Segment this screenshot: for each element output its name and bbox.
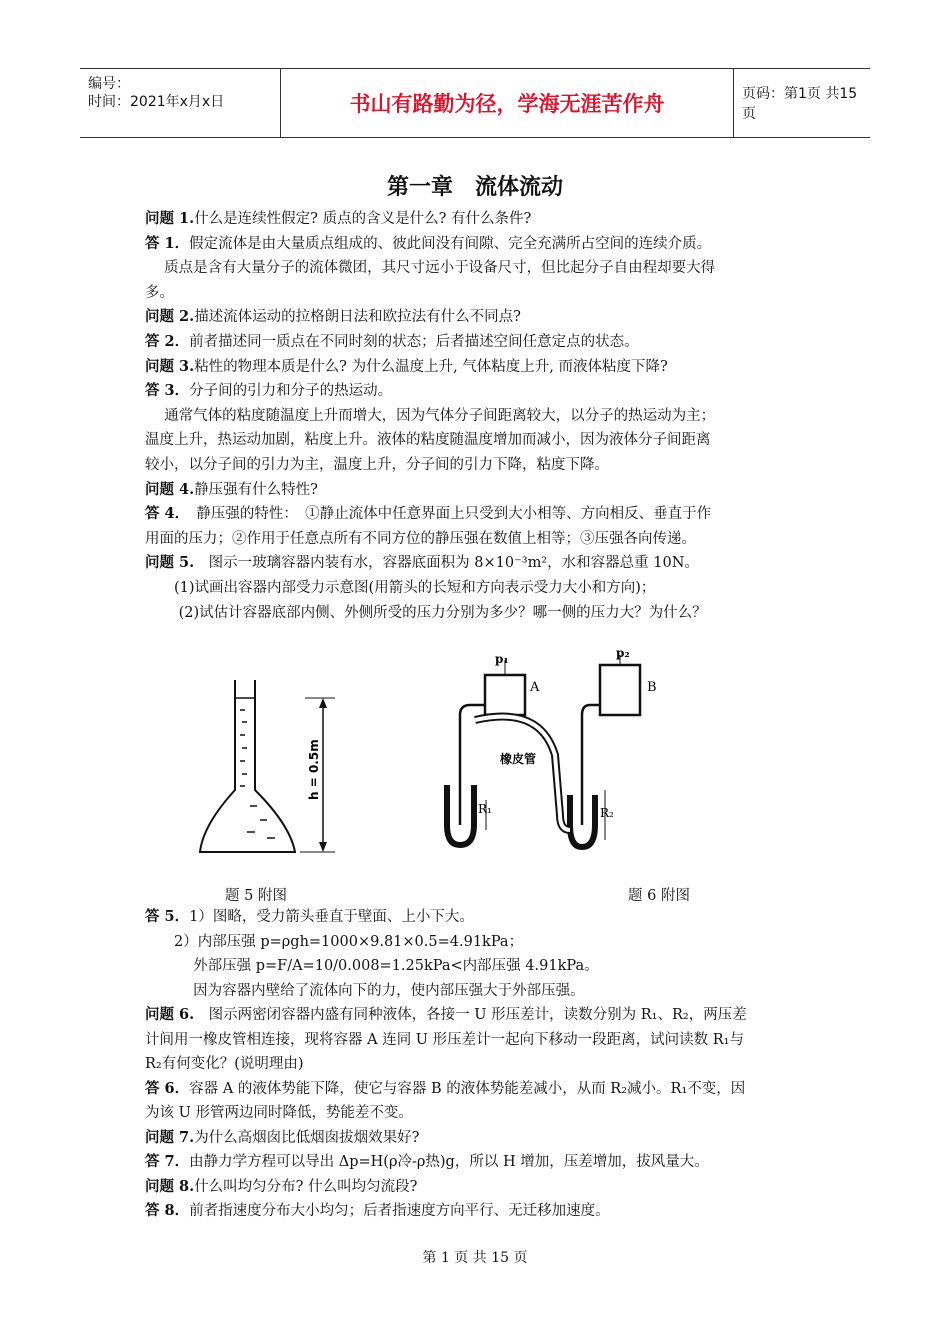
line-text: 容器 A 的液体势能下降，使它与容器 B 的液体势能差减小，从而 R₂减小。R₁不变，因 [189,1080,746,1097]
figure-5-caption: 题 5 附图 [225,888,287,904]
text-line [145,283,174,303]
line-text: 分子间的引力和分子的热运动。 [189,383,393,400]
text-line [145,307,521,327]
question-lead: 答 2． [145,333,190,350]
question-lead: 问题 7. [145,1128,195,1146]
text-line [145,480,318,500]
text-line [145,1128,419,1148]
line-text: (2)试估计容器底部内侧、外侧所受的压力分别为多少？哪一侧的压力大？为什么？ [145,604,707,621]
text-line [145,209,531,229]
text-line [145,553,699,573]
line-text: 温度上升，热运动加剧，粘度上升。液体的粘度随温度增加而减小，因为液体分子间距离 [145,432,711,449]
page-info: 页码：第1页 共15页 [742,86,858,122]
text-line [145,381,392,401]
text-line [145,1005,747,1025]
text-line [145,1103,413,1123]
line-text: 粘性的物理本质是什么? 为什么温度上升, 气体粘度上升, 而液体粘度下降? [194,358,668,375]
figure-5-height-label: h = 0.5m [307,739,321,800]
line-text: 什么叫均匀分布? 什么叫均匀流段? [194,1178,418,1195]
text-line [145,332,639,352]
line-text: 前者描述同一质点在不同时刻的状态；后者描述空间任意定点的状态。 [189,334,639,350]
number-label: 编号： [88,76,130,92]
question-lead: 答 4． [145,505,182,523]
question-lead: 问题 2. [145,308,195,326]
text-line [145,981,585,1001]
motto: 书山有路勤为径，学海无涯苦作舟 [280,69,734,137]
line-text: 静压强的特性： ①静止流体中任意界面上只受到大小相等、方向相反、垂直于作 [181,506,712,523]
question-lead: 问题 5. [145,554,195,572]
question-lead: 问题 1. [145,210,195,227]
text-line [145,932,523,952]
line-text: 什么是连续性假定? 质点的含义是什么? 有什么条件? [194,211,532,227]
header-table [80,68,870,138]
text-line [145,1152,709,1172]
line-text: R₂有何变化？(说明理由) [145,1056,304,1072]
figure-6-caption: 题 6 附图 [628,888,690,904]
figure-6-B-label: B [647,680,657,695]
question-lead: 答 5． [145,908,190,925]
question-lead: 问题 3. [145,357,195,375]
line-text: 计间用一橡皮管相连接，现将容器 A 连同 U 形压差计一起向下移动一段距离，试问读数 R₁与 [145,1031,744,1048]
figure-6-A-label: A [530,680,540,695]
line-text: 为该 U 形管两边同时降低，势能差不变。 [145,1105,413,1121]
line-text: 用面的压力；②作用于任意点所有不同方位的静压强在数值上相等；③压强各向传递。 [145,530,696,547]
time-label: 时间：2021年x月x日 [88,94,225,110]
chapter-title: 第一章 流体流动 [386,175,563,200]
line-text: 多。 [145,284,174,301]
text-line [145,578,655,598]
figure-6-R1-label: R₁ [478,802,492,816]
text-line [145,1177,417,1197]
figure-6-p1-label: p₁ [495,652,509,666]
line-text: 由静力学方程可以导出 Δp=H(ρ冷-ρ热)g，所以 H 增加，压差增加，拔风量大。 [189,1154,709,1170]
text-line [145,907,474,927]
text-line [145,956,599,976]
question-lead: 答 6． [145,1079,190,1097]
text-line [145,406,715,426]
page-footer: 第 1 页 共 15 页 [422,1250,528,1266]
figure-6-R2-label: R₂ [600,806,614,820]
question-lead: 答 3． [145,382,190,400]
header-meta-cell [80,69,280,137]
line-text: 通常气体的粘度随温度上升而增大，因为气体分子间距离较大，以分子的热运动为主； [145,407,716,424]
text-line [145,258,715,278]
question-lead: 答 1． [145,234,190,252]
line-text: 描述流体运动的拉格朗日法和欧拉法有什么不同点? [194,309,521,326]
line-text: 为什么高烟囱比低烟囱拔烟效果好? [194,1129,420,1146]
text-line [145,1201,610,1221]
line-text: 2）内部压强 p=ρgh=1000×9.81×0.5=4.91kPa； [145,933,524,950]
text-line [145,1054,304,1074]
question-lead: 问题 8. [145,1177,195,1195]
text-line [145,357,668,377]
figure-6-manometers [430,645,670,855]
line-text: 质点是含有大量分子的流体微团，其尺寸远小于设备尺寸，但比起分子自由程却要大得 [145,260,716,277]
text-line [145,1030,744,1050]
question-lead: 问题 6. [145,1006,195,1023]
text-line [145,529,696,549]
line-text: 较小，以分子间的引力为主，温度上升，分子间的引力下降，粘度下降。 [145,457,609,473]
question-lead: 问题 4. [145,480,195,498]
line-text: 假定流体是由大量质点组成的、彼此间没有间隙、完全充满所占空间的连续介质。 [189,235,712,252]
question-lead: 答 8． [145,1202,190,1219]
text-line [145,1079,745,1099]
text-line [145,504,711,524]
text-line [145,430,711,450]
line-text: (1)试画出容器内部受力示意图(用箭头的长短和方向表示受力大小和方向)； [145,580,656,596]
text-line [145,455,609,475]
question-lead: 答 7． [145,1153,190,1170]
figure-6-p2-label: p₂ [616,646,630,660]
line-text: 图示一玻璃容器内装有水，容器底面积为 8×10⁻³m²，水和容器总重 10N。 [194,555,699,572]
line-text: 图示两密闭容器内盛有同种液体，各接一 U 形压差计，读数分别为 R₁、R₂，两压差 [194,1007,747,1023]
line-text: 1）图略，受力箭头垂直于壁面、上小下大。 [189,909,474,925]
line-text: 因为容器内壁给了流体向下的力，使内部压强大于外部压强。 [145,982,585,999]
figure-5-flask [195,660,365,890]
figure-6-hose-label: 橡皮管 [500,752,537,766]
line-text: 前者指速度分布大小均匀；后者指速度方向平行、无迁移加速度。 [189,1203,610,1219]
text-line [145,234,711,254]
text-line [145,603,707,623]
line-text: 外部压强 p=F/A=10/0.008=1.25kPa<内部压强 4.91kPa。 [145,958,599,974]
line-text: 静压强有什么特性? [194,481,318,498]
